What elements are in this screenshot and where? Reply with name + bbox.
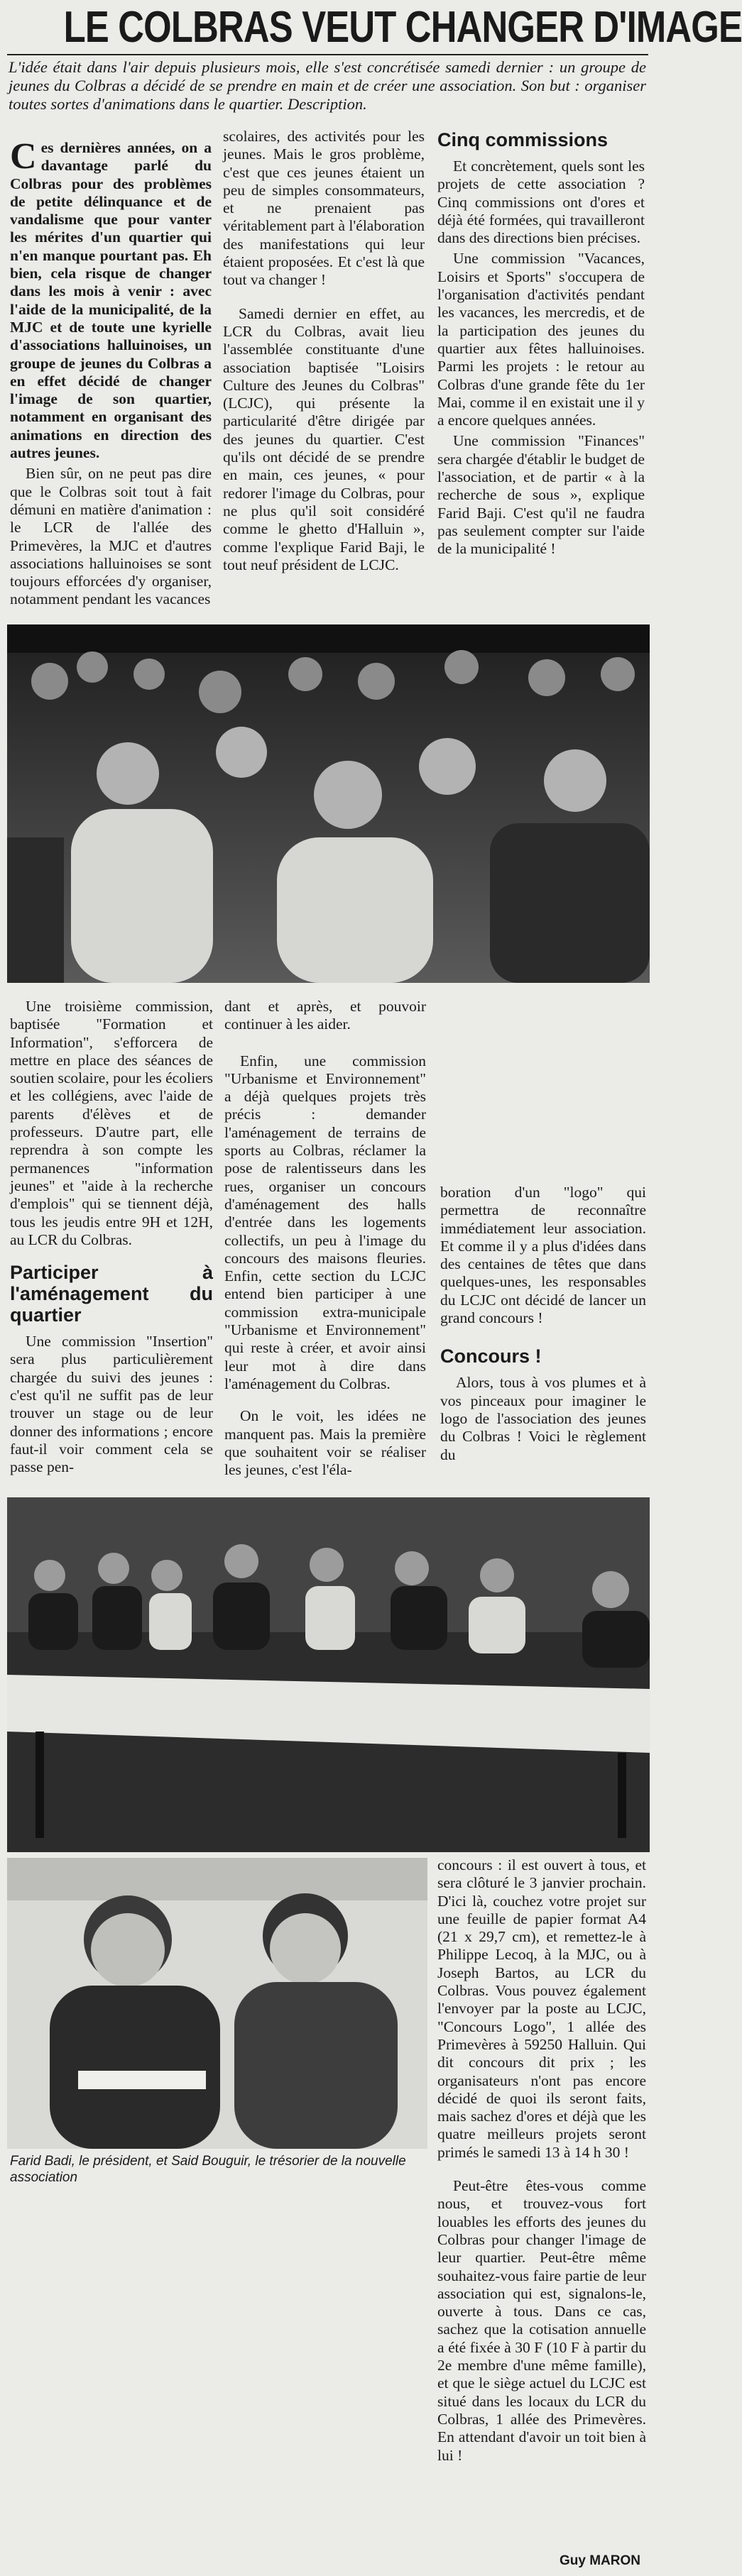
author-signature: Guy MARON [560, 2553, 640, 2568]
bottom-paragraph-1: concours : il est ouvert à tous, et sera clôturé le 3 janvier prochain. D'ici là, couchez votre projet sur une feuille de papier format A4 (21 x 29,7 cm), et remettez-le à Philippe Lecoq, à la MJC, ou à Joseph Bartos, au LCR du Colbras. Vous pouvez également l'envoyer par la poste au LCJC, "Concours Logo", 1 allée des Primevères à 59250 Halluin. Qui dit concours dit prix ; les organisateurs n'ont pas encore décidé de quoi ils seront faits, mais sachez d'ores et déjà que les quatre meilleurs projets seront primés le samedi 13 à 14 h 30 ! [437, 1856, 646, 2161]
mid-col3-paragraph-1: boration d'un "logo" qui permettra de reconnaître immédiatement leur association. Et comme il y a plus d'idées dans des centaines de têtes que dans quelques-unes, les responsables du LCJC ont décidé de lancer un grand concours ! [440, 1184, 646, 1327]
mid-column-1 [10, 998, 213, 1477]
mid-col2-paragraph-1: dant et après, et pouvoir continuer à les aider. [224, 998, 426, 1033]
mid-col3-paragraph-2: Alors, tous à vos plumes et à vos pinceaux pour imaginer le logo de l'association des jeunes du Colbras ! Voici le règlement du [440, 1374, 646, 1463]
mid-col1-paragraph-2: Une commission "Insertion" sera plus particulièrement chargée du suivi des jeunes : c'est qu'il ne suffit pas de leur trouver un stage ou de leur donner des informations ; encore faut-il voir comment cela se passe pen- [10, 1333, 213, 1476]
col1-paragraph-2: Bien sûr, on ne peut pas dire que le Colbras soit tout à fait démuni en matière d'animation : le LCR de l'allée des Primevères, la MJC et d'autres associations halluinoises se sont toujours efforcées d'y organiser, notamment pendant les vacances [10, 465, 212, 608]
bottom-column [437, 1856, 646, 2465]
assembly-panel-photo [7, 1497, 650, 1852]
article-lead: L'idée était dans l'air depuis plusieurs mois, elle s'est concrétisée samedi dernier : un groupe de jeunes du Colbras a décidé de se prendre en main et de créer une association. Son but : organiser toutes sortes d'animations dans le quartier. Description. [9, 58, 646, 113]
heading-participer: Participer à l'aménagement du quartier [10, 1262, 213, 1326]
photo-caption: Farid Badi, le président, et Said Bouguir, le trésorier de la nouvelle association [10, 2154, 406, 2185]
mid-col2-paragraph-2: Enfin, une commission "Urbanisme et Environnement" a déjà quelques projets très précis : demander l'aménagement de terrains de sports au Colbras, réclamer la pose de ralentisseurs dans les rues, organiser un concours d'aménagement des halls d'entrée dans les logements collectifs, un peu à l'image du concours des maisons fleuries. Enfin, cette section du LCJC entend bien participer à une commission extra-municipale "Urbanisme et Environnement" qui reste à créer, et avoir ainsi leur mot à dire dans l'aménagement du Colbras. [224, 1052, 426, 1392]
col2-paragraph-1: scolaires, des activités pour les jeunes. Mais le gros problème, c'est que ces jeunes étaient un peu de simples consommateurs, et ne prenaient pas véritablement part à l'élaboration des manifestations qui leur étaient proposées. Et c'est là que tout va changer ! [223, 128, 425, 289]
mid-col1-paragraph-1: Une troisième commission, baptisée "Formation et Information", s'efforcera de mettre en place des séances de soutien scolaire, pour les écoliers et les collégiens, avec l'aide de parents d'élèves et de professeurs. D'autre part, elle reprendra à son compte les permanences "information jeunes" et "aide à la recherche d'emplois" qui se tiennent déjà, tous les jeudis entre 9H et 12H, au LCR du Colbras. [10, 998, 213, 1248]
bottom-paragraph-2: Peut-être êtes-vous comme nous, et trouvez-vous fort louables les efforts des jeunes du Colbras pour changer l'image de leur quartier. Peut-être même souhaitez-vous faire partie de leur association qui est, signalons-le, ouverte à tous. Dans ce cas, sachez que la cotisation annuelle a été fixée à 30 F (10 F à partir du 2e membre d'une même famille), et que le siège actuel du LCJC est situé dans les locaux du LCR du Colbras, 1 allée des Primevères. En attendant d'avoir un toit bien à lui ! [437, 2177, 646, 2464]
assembly-audience-image [7, 624, 650, 983]
col1-lead-paragraph: Ces dernières années, on a davantage parlé du Colbras pour des problèmes de petite délinquance et de vandalisme que pour vanter les mérites d'un quartier qui n'en manque pourtant pas. Eh bien, cela risque de changer dans les mois à venir : avec l'aide de la municipalité, de la MJC et de toute une kyrielle d'associations halluinoises, un groupe de jeunes du Colbras a en effet décidé de changer l'image de son quartier, notamment en organisant des animations en direction des autres jeunes. [10, 136, 212, 462]
article-title: LE COLBRAS VEUT CHANGER D'IMAGE [63, 3, 742, 52]
col3-paragraph-1: Et concrètement, quels sont les projets de cette association ? Cinq commissions ont d'ores et déjà été formées, qui travailleront dans des directions bien précises. [437, 158, 645, 247]
top-column-3 [437, 126, 645, 558]
title-rule [7, 54, 648, 55]
heading-concours: Concours ! [440, 1345, 542, 1367]
top-column-1 [10, 136, 212, 609]
col2-paragraph-2: Samedi dernier en effet, au LCR du Colbras, avait lieu l'assemblée constituante d'une association baptisée "Loisirs Culture des Jeunes du Colbras" (LCJC), qui présente la particularité d'être dirigée par des jeunes du quartier. C'est qu'ils ont décidé de se prendre en main, ces jeunes, « pour redorer l'image du Colbras, pour ne plus qu'il soit considéré comme le ghetto d'Halluin », comme l'explique Farid Baji, le tout neuf président de LCJC. [223, 304, 425, 573]
col3-paragraph-2: Une commission "Vacances, Loisirs et Sports" s'occupera de l'organisation d'activités pendant les vacances, les mercredis, et de la participation des jeunes du quartier aux fêtes halluinoises. Parmi les projets : le retour au Colbras d'une grande fête du 1er Mai, comme il en existait une il y a encore quelques années. [437, 250, 645, 429]
col3-paragraph-3: Une commission "Finances" sera chargée d'établir le budget de l'association, et de partir « à la recherche de sous », explique Farid Baji. C'est qu'il ne faudra pas seulement compter sur l'aide de la municipalité ! [437, 432, 645, 558]
mid-column-3 [440, 1184, 646, 1464]
heading-cinq-commissions: Cinq commissions [437, 129, 609, 150]
assembly-audience-photo [7, 624, 650, 983]
mid-column-2 [224, 998, 426, 1479]
assembly-panel-image [7, 1497, 650, 1852]
top-column-2 [223, 128, 425, 574]
president-treasurer-image [7, 1858, 427, 2149]
mid-col2-paragraph-3: On le voit, les idées ne manquent pas. Mais la première que souhaitent voir se réaliser les jeunes, c'est l'éla- [224, 1407, 426, 1479]
president-treasurer-photo [7, 1858, 427, 2149]
